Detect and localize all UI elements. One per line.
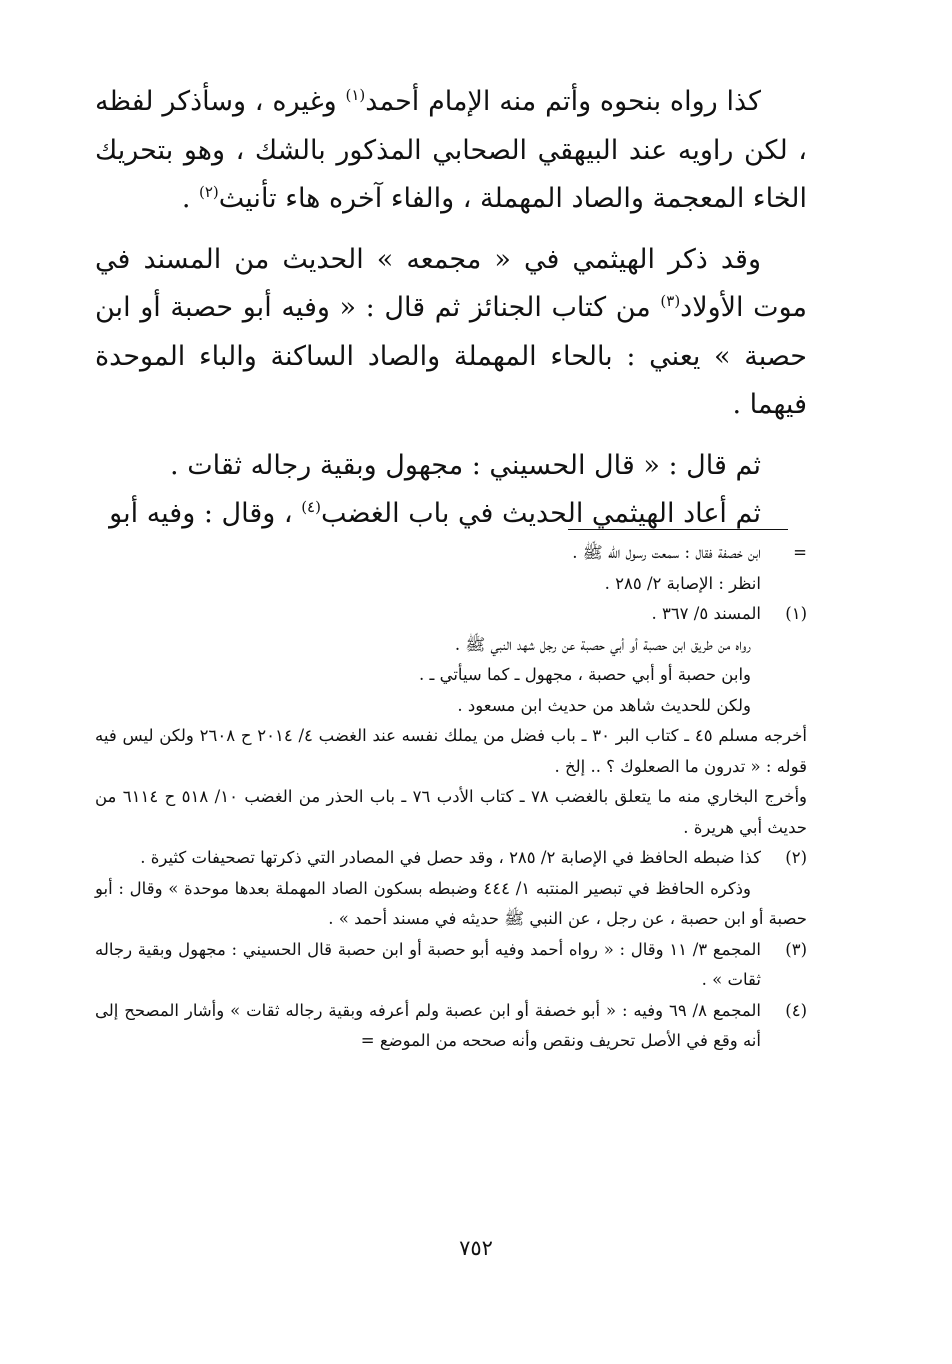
footnote-3 bbox=[95, 935, 807, 996]
paragraph-1-text-c: . bbox=[181, 183, 199, 214]
footnote-ref-2: (٢) bbox=[198, 183, 219, 201]
footnote-2 bbox=[95, 843, 807, 935]
footnote-4-body bbox=[95, 996, 761, 1057]
footnote-1-paragraph-1: أخرجه مسلم ٤٥ ـ كتاب البر ٣٠ ـ باب فضل من يملك نفسه عند الغضب ٤/ ٢٠١٤ ح ٢٦٠٨ ولكن ليس فيه قوله : « تدرون ما الصعلوك ؟ .. إلخ . bbox=[95, 726, 807, 776]
footnote-1-line-4: ولكن للحديث شاهد من حديث ابن مسعود . bbox=[457, 695, 751, 715]
paragraph-1 bbox=[95, 78, 807, 224]
paragraph-1-text-a: كذا رواه بنحوه وأتم منه الإمام أحمد bbox=[365, 86, 761, 117]
paragraph-4-text-a: ثم أعاد الهيثمي الحديث في باب الغضب bbox=[320, 498, 761, 529]
footnote-1-line-3: وابن حصبة أو أبي حصبة ، مجهول ـ كما سيأتي ـ . bbox=[419, 665, 751, 684]
paragraph-1-text-b: وغيره ، وسأذكر لفظه ، لكن راويه عند البيهقي الصحابي المذكور بالشك ، وهو بتحريك الخاء المعجمة والصاد المهملة ، والفاء آخره هاء تأنيث bbox=[95, 86, 807, 214]
paragraph-2 bbox=[95, 236, 807, 430]
paragraph-4-text-b: ، وقال : وفيه أبو bbox=[109, 498, 302, 529]
footnote-1-paragraph-2: وأخرج البخاري منه ما يتعلق بالغضب ٧٨ ـ كتاب الأدب ٧٦ ـ باب الحذر من الغضب ١٠/ ٥١٨ ح ٦١١٤ من حديث أبي هريرة . bbox=[95, 787, 808, 837]
continuation-line-2: انظر : الإصابة ٢/ ٢٨٥ . bbox=[604, 573, 761, 593]
paragraph-2-text-b: من كتاب الجنائز ثم قال : « وفيه أبو حصبة أو ابن حصبة » يعني : بالحاء المهملة والصاد الساكنة والباء الموحدة فيهما . bbox=[95, 292, 807, 420]
footnotes bbox=[95, 538, 807, 1057]
footnote-continuation bbox=[95, 538, 807, 599]
page-number: ٧٥٢ bbox=[459, 1236, 493, 1260]
footnote-2-number: (٢) bbox=[785, 848, 807, 867]
footnote-separator bbox=[568, 529, 788, 530]
paragraph-3: ثم قال : « قال الحسيني : مجهول وبقية رجاله ثقات . bbox=[170, 449, 761, 481]
footnote-3-number: (٣) bbox=[785, 939, 807, 959]
footnote-4-continuation-marker: = bbox=[360, 1031, 375, 1050]
main-text bbox=[95, 78, 807, 539]
footnote-1-line-2: رواه من طريق ابن حصبة أو أبي حصبة عن رجل شهد النبي ﷺ . bbox=[454, 634, 751, 654]
continuation-marker: = bbox=[793, 543, 807, 562]
footnote-ref-1: (١) bbox=[345, 86, 366, 104]
paragraph-2-text-a: وقد ذكر الهيثمي في « مجمعه » الحديث من المسند في موت الأولاد bbox=[95, 243, 807, 323]
footnote-4-text: المجمع ٨/ ٦٩ وفيه : « أبو خصفة أو ابن عصبة ولم أعرفه وبقية رجاله ثقات » وأشار المصحح إلى أنه وقع في الأصل تحريف ونقص وأنه صححه من الموضع bbox=[95, 1000, 761, 1050]
footnote-ref-3: (٣) bbox=[660, 292, 681, 310]
footnote-ref-4: (٤) bbox=[301, 498, 321, 516]
continuation-text-1: ابن خصفة فقال : سمعت رسول الله ﷺ . bbox=[572, 543, 761, 562]
footnote-4-number: (٤) bbox=[785, 1000, 807, 1020]
footnote-2-first bbox=[95, 843, 807, 874]
footnote-1-text: المسند ٥/ ٣٦٧ . bbox=[651, 604, 761, 623]
footnote-3-text: المجمع ٣/ ١١ وقال : « رواه أحمد وفيه أبو حصبة أو ابن حصبة قال الحسيني : مجهول وبقية رجاله ثقات » . bbox=[95, 939, 761, 989]
paragraph-4 bbox=[95, 490, 807, 539]
footnote-1-first-line bbox=[95, 599, 807, 630]
footnote-2-paragraph: وذكره الحافظ في تبصير المنتبه ١/ ٤٤٤ وضبطه بسكون الصاد المهملة بعدها موحدة » وقال : أبو حصبة أو ابن حصبة ، عن رجل ، عن النبي ﷺ حديثه في مسند أحمد » . bbox=[95, 878, 807, 928]
footnote-1-number: (١) bbox=[785, 604, 807, 623]
footnote-2-text: كذا ضبطه الحافظ في الإصابة ٢/ ٢٨٥ ، وقد حصل في المصادر التي ذكرتها تصحيفات كثيرة . bbox=[140, 848, 761, 867]
continuation-line-1 bbox=[95, 538, 807, 569]
footnote-4 bbox=[95, 996, 807, 1057]
footnote-1 bbox=[95, 599, 807, 843]
